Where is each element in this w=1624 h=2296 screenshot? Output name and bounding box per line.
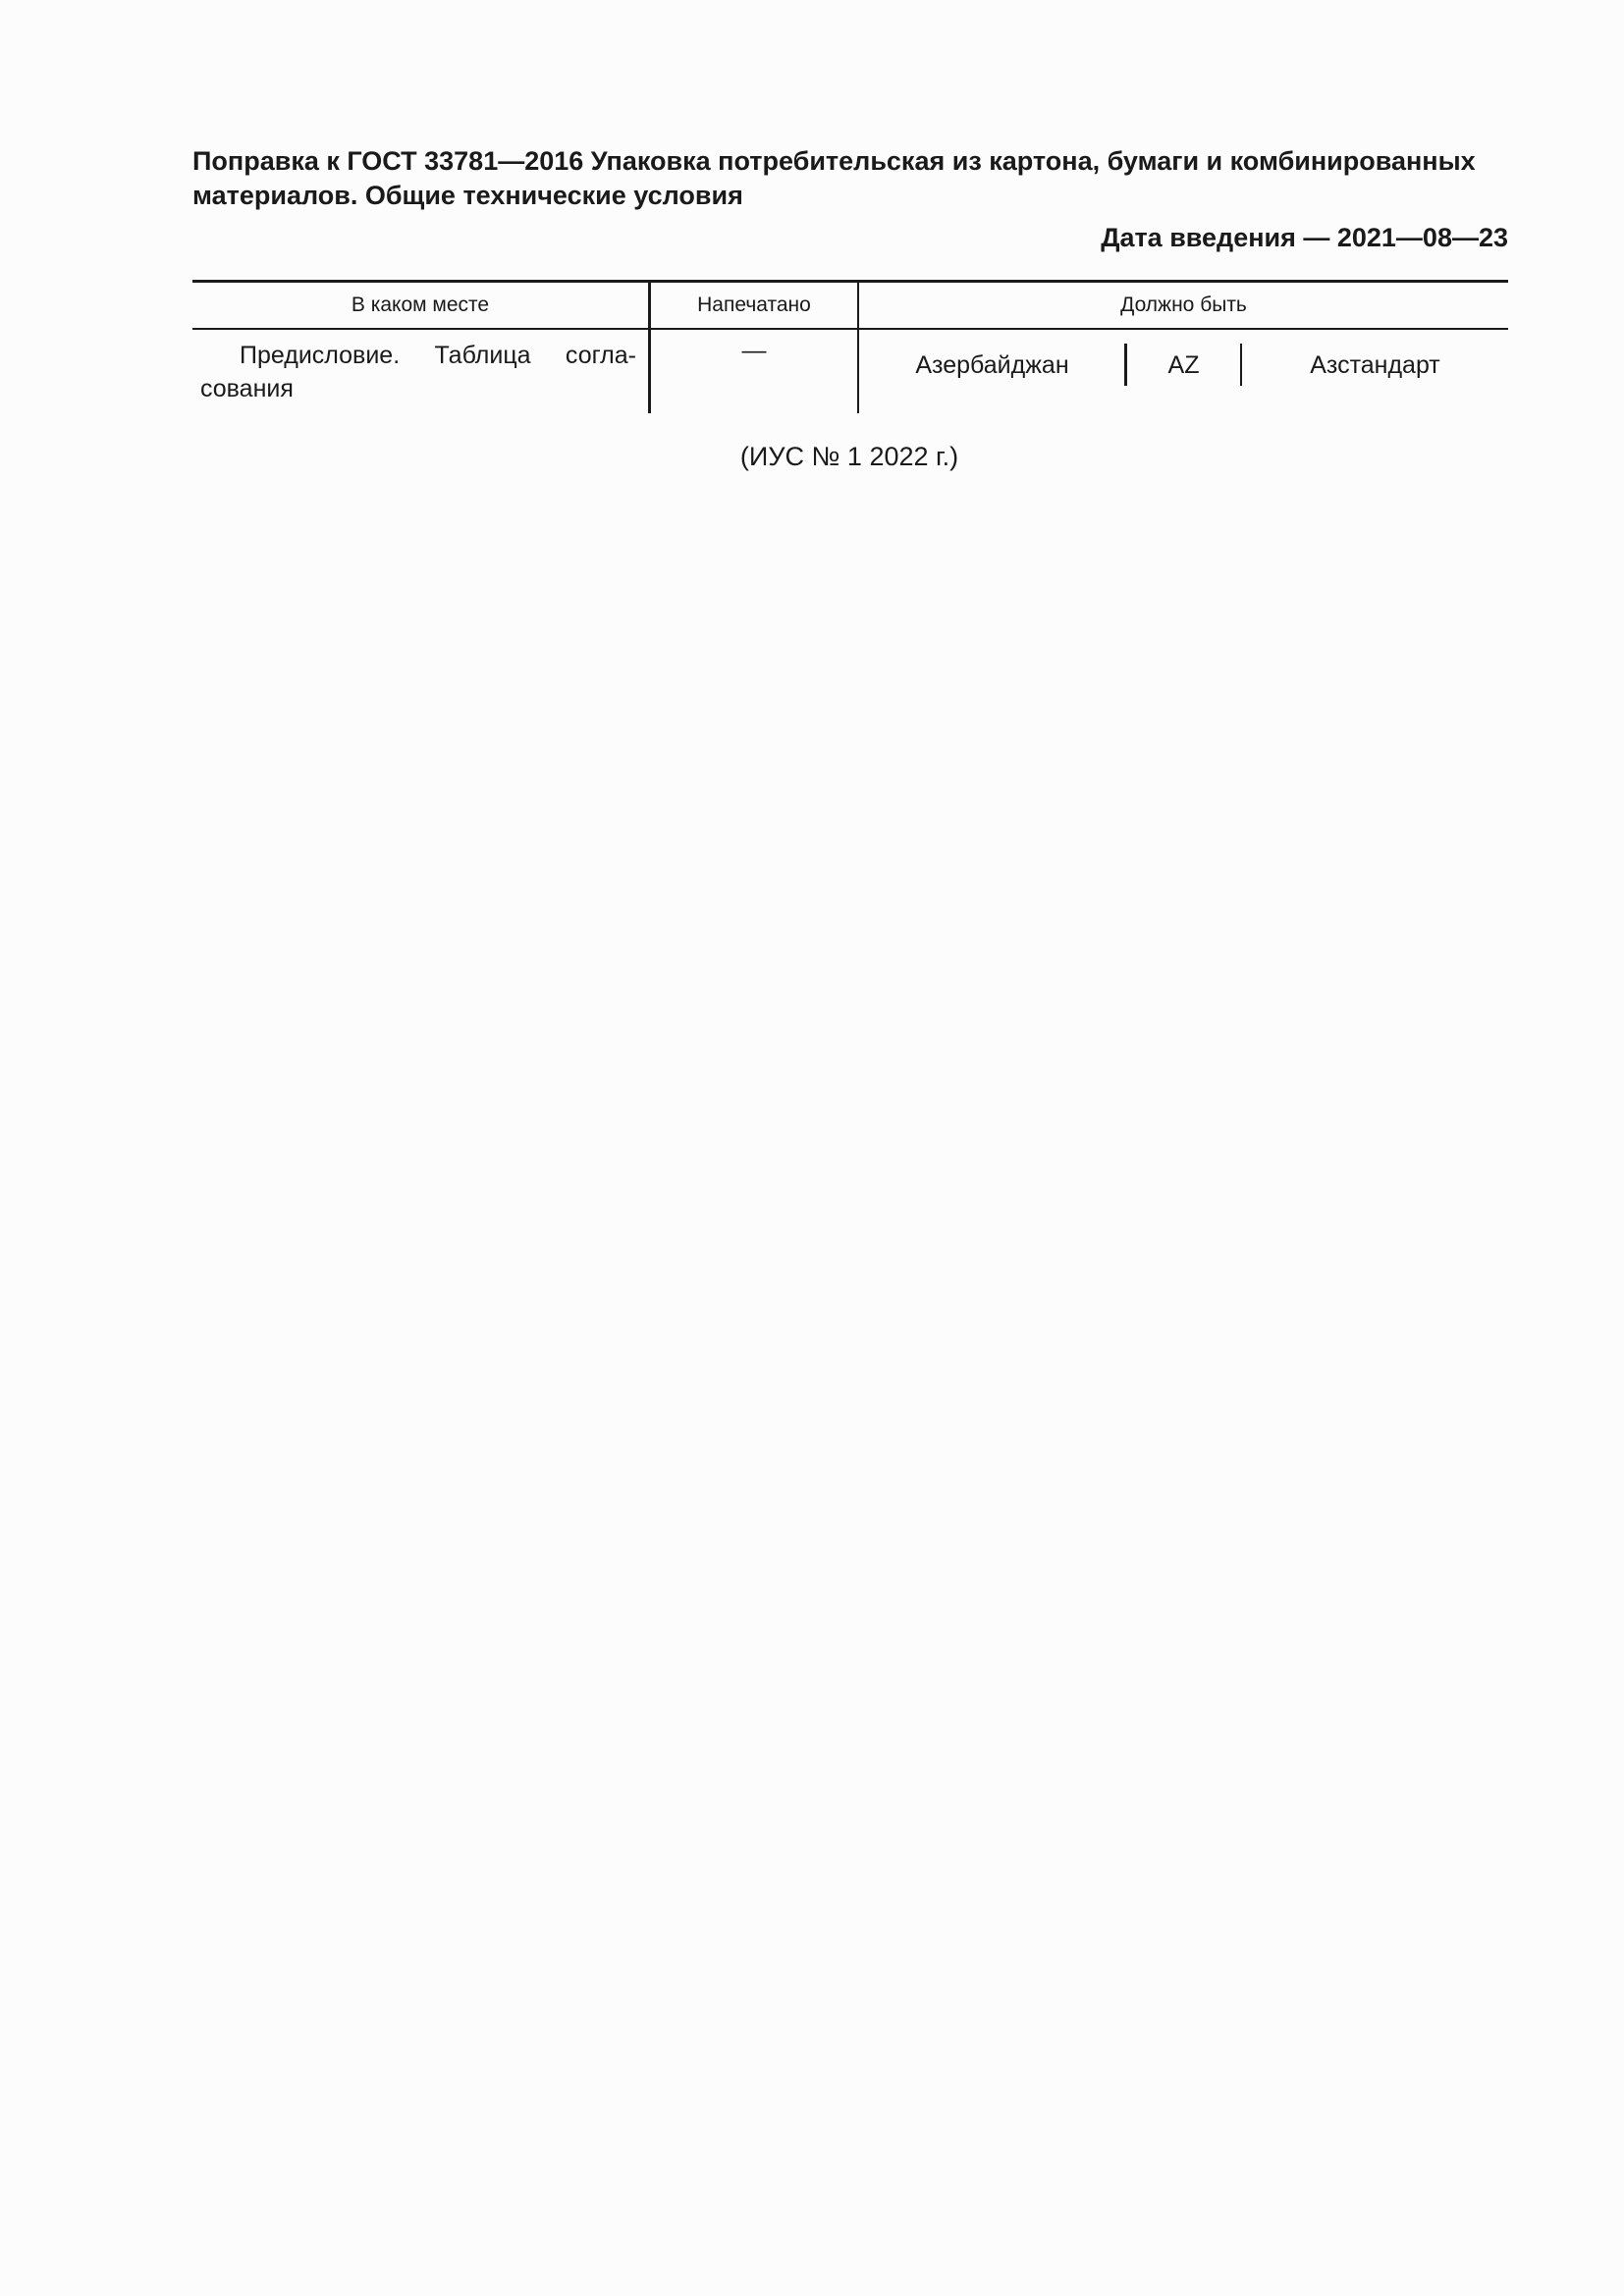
header-should-be: Должно быть (1120, 294, 1247, 316)
cell-place: Предисловие. Таблица согла-сования (200, 342, 636, 402)
header-place: В каком месте (351, 294, 490, 316)
amendment-table (192, 280, 1508, 415)
header-printed: Напечатано (697, 294, 811, 316)
introduction-date: Дата введения — 2021—08—23 (1101, 223, 1508, 252)
header-divider (192, 328, 1508, 330)
ius-reference: (ИУС № 1 2022 г.) (739, 442, 959, 471)
cell-should-country: Азербайджан (915, 351, 1069, 379)
cell-printed: — (741, 337, 767, 364)
document-title: Поправка к ГОСТ 33781—2016 Упаковка потребительская из картона, бумаги и комбинированных материалов. Общие технические условия (192, 146, 1476, 210)
cell-should-code: AZ (1167, 351, 1200, 379)
cell-should-agency: Азстандарт (1310, 351, 1440, 379)
